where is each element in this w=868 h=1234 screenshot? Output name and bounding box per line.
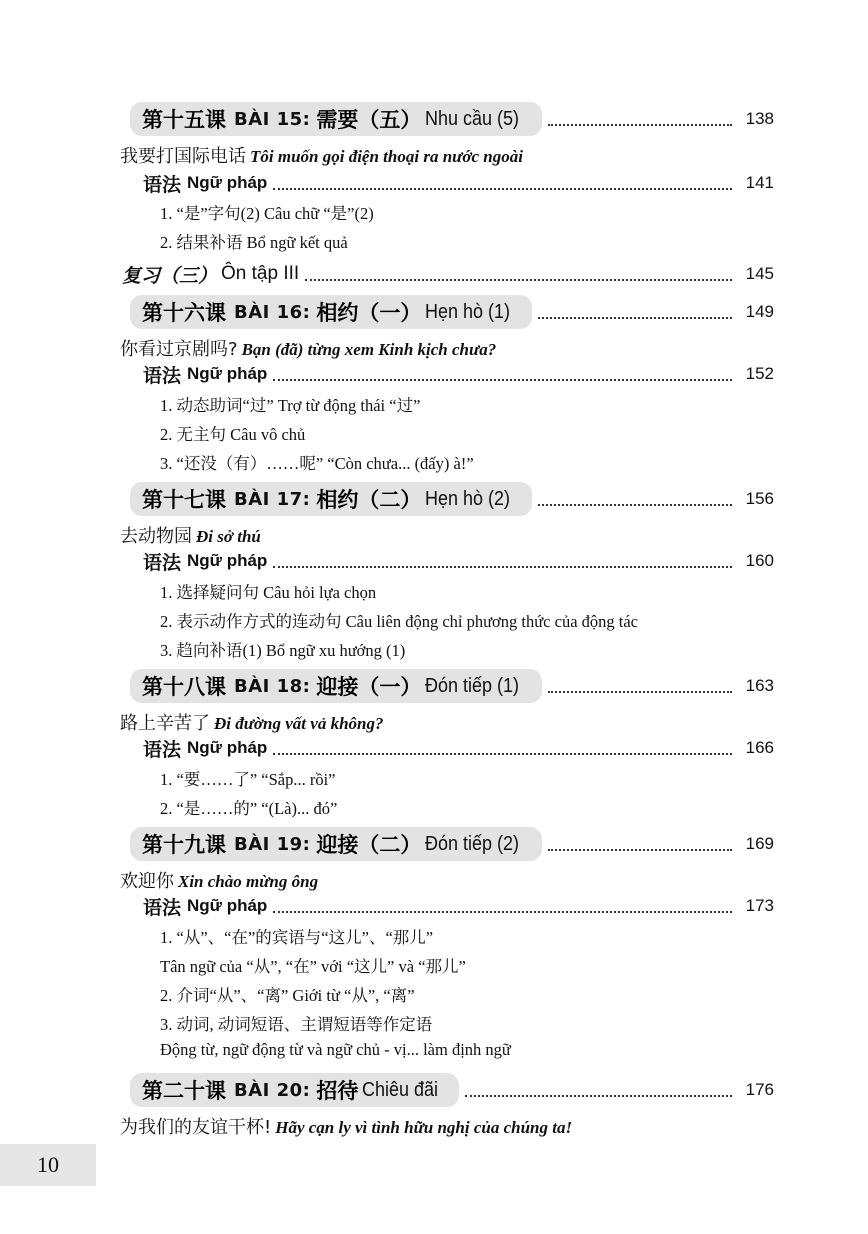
- dot-leader: [538, 504, 732, 506]
- lesson-15-pill: [130, 102, 542, 136]
- lesson-topic: 相约（二）: [316, 488, 422, 512]
- grammar-item: 2. 介词“从”、“离” Giới từ “从”, “离”: [160, 986, 415, 1005]
- lesson-bai: BÀI 20:: [234, 1079, 311, 1101]
- lesson-number: 第十九课: [142, 833, 226, 857]
- subtitle-vi: Bạn (đã) từng xem Kinh kịch chưa?: [241, 340, 497, 359]
- lesson-bai: BÀI 19:: [234, 833, 311, 855]
- lesson-topic: 迎接（一）: [316, 675, 422, 699]
- subtitle-zh: 你看过京剧吗?: [120, 339, 238, 360]
- lesson-topic: 招待: [316, 1079, 359, 1103]
- grammar-vi: Ngữ pháp: [187, 364, 268, 383]
- page-ref: 169: [745, 834, 774, 853]
- lesson-bai: BÀI 17:: [234, 488, 311, 510]
- lesson-15-grammar[interactable]: [143, 171, 774, 195]
- lesson-number: 第十八课: [142, 675, 226, 699]
- lesson-20-subtitle: [120, 1113, 572, 1139]
- lesson-18-heading[interactable]: [130, 669, 774, 703]
- lesson-16-subtitle: [120, 335, 496, 361]
- subtitle-vi: Đi đường vất vả không?: [214, 714, 384, 733]
- grammar-item: 2. 结果补语 Bổ ngữ kết quả: [160, 233, 348, 252]
- lesson-topic: 需要（五）: [316, 108, 422, 132]
- lesson-17-subtitle: [120, 522, 261, 548]
- page-ref: 163: [745, 676, 774, 695]
- lesson-vi-title: Hẹn hò (2): [425, 487, 511, 510]
- subtitle-vi: Tôi muốn gọi điện thoại ra nước ngoài: [250, 147, 523, 166]
- review-vi: Ôn tập III: [221, 263, 300, 284]
- lesson-bai: BÀI 18:: [234, 675, 311, 697]
- subtitle-vi: Đi sở thú: [196, 527, 261, 546]
- page-ref: 166: [745, 738, 774, 757]
- dot-leader: [273, 379, 732, 381]
- lesson-18-grammar[interactable]: [143, 736, 774, 760]
- dot-leader: [465, 1095, 732, 1097]
- lesson-topic: 相约（一）: [316, 301, 422, 325]
- lesson-19-grammar[interactable]: [143, 894, 774, 918]
- lesson-vi-title: Nhu cầu (5): [425, 107, 520, 130]
- dot-leader: [548, 691, 732, 693]
- lesson-18-subtitle: [120, 709, 384, 735]
- lesson-vi-title: Chiêu đãi: [362, 1078, 439, 1101]
- dot-leader: [273, 566, 732, 568]
- lesson-15-subtitle: [120, 142, 523, 168]
- subtitle-vi: Xin chào mừng ông: [178, 872, 319, 891]
- lesson-19-pill: [130, 827, 542, 861]
- lesson-20-pill: [130, 1073, 459, 1107]
- subtitle-vi: Hãy cạn ly vì tình hữu nghị của chúng ta!: [275, 1118, 573, 1137]
- page-ref: 156: [745, 489, 774, 508]
- lesson-number: 第十六课: [142, 301, 226, 325]
- grammar-vi: Ngữ pháp: [187, 896, 268, 915]
- page-ref: 141: [745, 173, 774, 192]
- grammar-item: 2. “是……的” “(Là)... đó”: [160, 799, 338, 818]
- page-ref: 160: [745, 551, 774, 570]
- grammar-item: 1. 动态助词“过” Trợ từ động thái “过”: [160, 396, 421, 415]
- grammar-item: 1. 选择疑问句 Câu hỏi lựa chọn: [160, 583, 377, 602]
- review-3-heading[interactable]: [122, 260, 774, 288]
- lesson-bai: BÀI 15:: [234, 108, 311, 130]
- review-zh: 复习（三）: [122, 264, 218, 287]
- lesson-vi-title: Đón tiếp (1): [425, 674, 520, 697]
- grammar-item: 3. 动词, 动词短语、主谓短语等作定语: [160, 1015, 433, 1034]
- dot-leader: [273, 753, 732, 755]
- grammar-item: 3. 趋向补语(1) Bổ ngữ xu hướng (1): [160, 641, 406, 660]
- lesson-19-heading[interactable]: [130, 827, 774, 861]
- lesson-number: 第十七课: [142, 488, 226, 512]
- grammar-vi: Ngữ pháp: [187, 173, 268, 192]
- page-ref: 138: [745, 109, 774, 128]
- lesson-16-pill: [130, 295, 532, 329]
- lesson-17-grammar[interactable]: [143, 549, 774, 573]
- lesson-15-heading[interactable]: [130, 102, 774, 136]
- subtitle-zh: 欢迎你: [120, 871, 174, 892]
- grammar-vi: Ngữ pháp: [187, 738, 268, 757]
- lesson-20-heading[interactable]: [130, 1073, 774, 1107]
- page-ref: 152: [745, 364, 774, 383]
- lesson-number: 第二十课: [142, 1079, 226, 1103]
- grammar-zh: 语法: [143, 364, 182, 387]
- lesson-vi-title: Đón tiếp (2): [425, 832, 520, 855]
- grammar-item: 2. 无主句 Câu vô chủ: [160, 425, 306, 444]
- lesson-17-heading[interactable]: [130, 482, 774, 516]
- subtitle-zh: 我要打国际电话: [120, 146, 246, 167]
- subtitle-zh: 去动物园: [120, 526, 192, 547]
- page-ref: 149: [745, 302, 774, 321]
- dot-leader: [548, 849, 732, 851]
- lesson-18-pill: [130, 669, 542, 703]
- grammar-item: 1. “是”字句(2) Câu chữ “是”(2): [160, 204, 374, 223]
- lesson-19-subtitle: [120, 867, 318, 893]
- lesson-vi-title: Hẹn hò (1): [425, 300, 511, 323]
- dot-leader: [273, 911, 732, 913]
- grammar-item: Động từ, ngữ động từ và ngữ chủ - vị... làm định ngữ: [160, 1040, 511, 1059]
- lesson-number: 第十五课: [142, 108, 226, 132]
- lesson-17-pill: [130, 482, 532, 516]
- lesson-topic: 迎接（二）: [316, 833, 422, 857]
- dot-leader: [538, 317, 732, 319]
- dot-leader: [548, 124, 732, 126]
- dot-leader: [273, 188, 732, 190]
- lesson-16-heading[interactable]: [130, 295, 774, 329]
- grammar-item: 2. 表示动作方式的连动句 Câu liên động chỉ phương thức của động tác: [160, 612, 639, 631]
- page-ref: 145: [745, 264, 774, 283]
- subtitle-zh: 路上辛苦了: [120, 713, 210, 734]
- grammar-zh: 语法: [143, 173, 182, 196]
- grammar-item: 1. “从”、“在”的宾语与“这儿”、“那儿”: [160, 928, 434, 947]
- grammar-zh: 语法: [143, 896, 182, 919]
- grammar-zh: 语法: [143, 551, 182, 574]
- page-ref: 176: [745, 1080, 774, 1099]
- grammar-item: Tân ngữ của “从”, “在” với “这儿” và “那儿”: [160, 957, 466, 976]
- dot-leader: [305, 279, 732, 281]
- page-number: 10: [0, 1144, 96, 1186]
- grammar-item: 1. “要……了” “Sắp... rồi”: [160, 770, 336, 789]
- lesson-bai: BÀI 16:: [234, 301, 311, 323]
- page-ref: 173: [745, 896, 774, 915]
- grammar-zh: 语法: [143, 738, 182, 761]
- grammar-vi: Ngữ pháp: [187, 551, 268, 570]
- lesson-16-grammar[interactable]: [143, 362, 774, 386]
- grammar-item: 3. “还没（有）……呢” “Còn chưa... (đấy) à!”: [160, 454, 474, 473]
- subtitle-zh: 为我们的友谊干杯!: [120, 1117, 272, 1138]
